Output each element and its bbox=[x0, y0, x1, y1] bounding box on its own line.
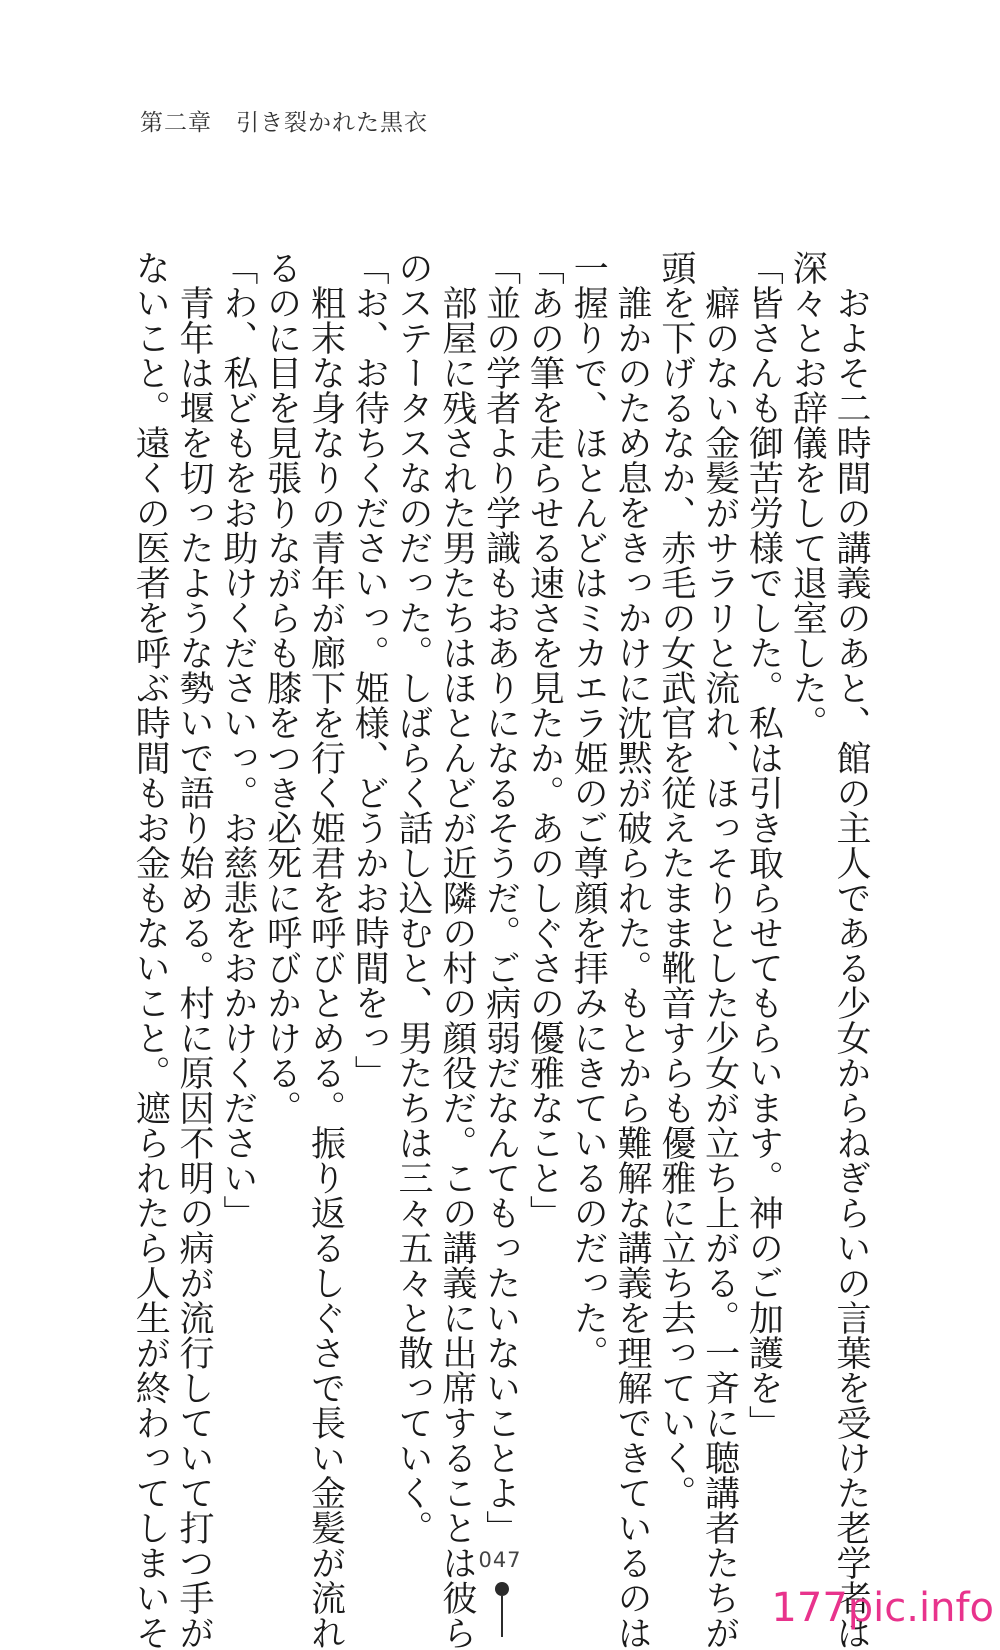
chapter-title: 第二章 引き裂かれた黒衣 bbox=[140, 110, 428, 136]
text-line: 頭を下げるなか、赤毛の女武官を従えたまま靴音すらも優雅に立ち去っていく。 bbox=[655, 250, 696, 1510]
text-line: 一握りで、ほとんどはミカエラ姫のご尊顔を拝みにきているのだった。 bbox=[568, 250, 609, 1370]
text-line: およそ二時間の講義のあと、館の主人である少女からねぎらいの言葉を受けた老学者は bbox=[831, 250, 871, 1650]
text-line: 深々とお辞儀をして退室した。 bbox=[787, 250, 828, 740]
text-line: ないこと。遠くの医者を呼ぶ時間もお金もないこと。遮られたら人生が終わってしまいそ bbox=[130, 250, 171, 1650]
text-line: 「わ、私どもをお助けくださいっ。お慈悲をおかけください」 bbox=[217, 250, 258, 1230]
folio-dot-icon bbox=[495, 1582, 509, 1596]
text-line: のステータスなのだった。しばらく話し込むと、男たちは三々五々と散っていく。 bbox=[393, 250, 434, 1545]
text-line: 「あの筆を走らせる速さを見たか。あのしぐさの優雅なこと」 bbox=[524, 250, 565, 1230]
text-line: るのに目を見張りながらも膝をつき必死に呼びかける。 bbox=[261, 250, 302, 1125]
text-line: 誰かのため息をきっかけに沈黙が破られた。もとから難解な講義を理解できているのは bbox=[612, 250, 653, 1650]
text-line: 部屋に残された男たちはほとんどが近隣の村の顔役だ。この講義に出席することは彼ら bbox=[436, 250, 477, 1650]
text-line: 癖のない金髪がサラリと流れ、ほっそりとした少女が立ち上がる。一斉に聴講者たちが bbox=[699, 250, 740, 1650]
text-line: 「お、お待ちくださいっ。姫様、どうかお時間をっ」 bbox=[349, 250, 390, 1090]
folio-divider-line bbox=[501, 1596, 503, 1637]
text-line: 「皆さんも御苦労様でした。私は引き取らせてもらいます。神のご加護を」 bbox=[743, 250, 784, 1440]
text-line: 青年は堰を切ったような勢いで語り始める。村に原因不明の病が流行していて打つ手が bbox=[174, 250, 215, 1650]
page-number: 047 bbox=[478, 1548, 522, 1572]
watermark: 177pic.info bbox=[771, 1585, 994, 1631]
text-line: 「並の学者より学識もおありになるそうだ。ご病弱だなんてもったいないことよ」 bbox=[480, 250, 521, 1545]
text-line: 粗末な身なりの青年が廊下を行く姫君を呼びとめる。振り返るしぐさで長い金髪が流れ bbox=[305, 250, 346, 1650]
